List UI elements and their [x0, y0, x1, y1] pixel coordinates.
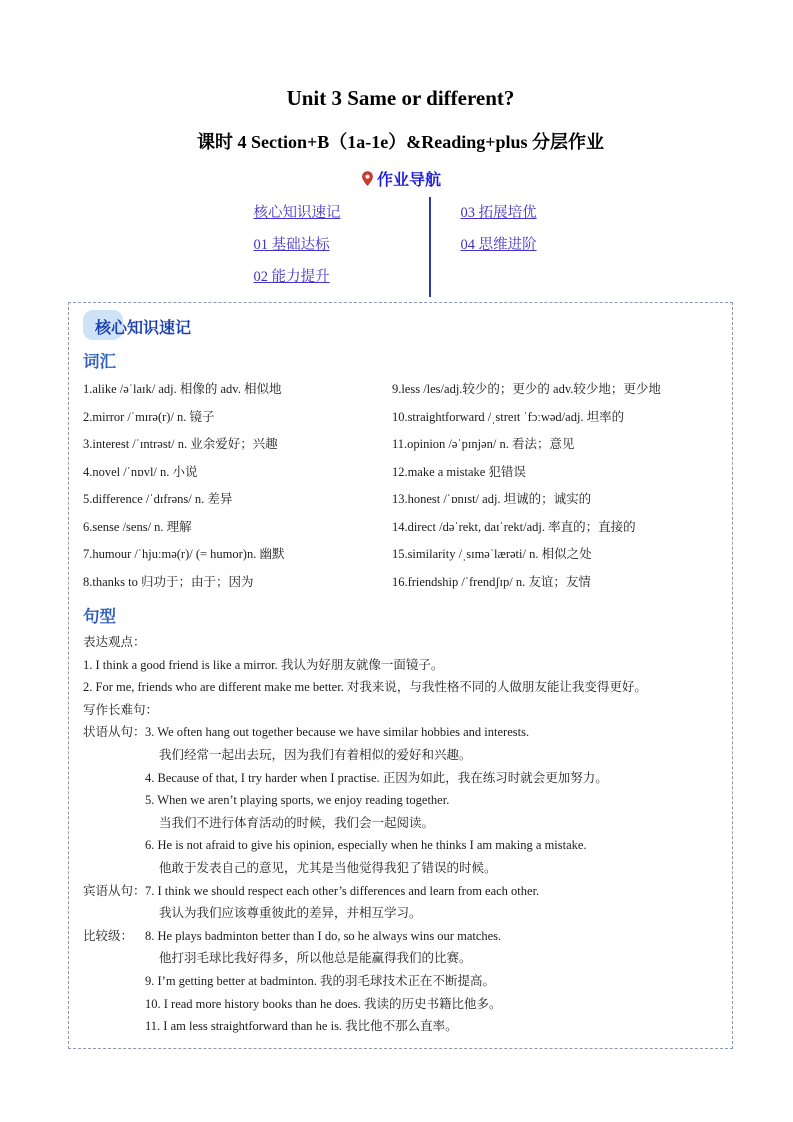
vocab-item: 3.interest /ˈɪntrəst/ n. 业余爱好；兴趣 [83, 437, 278, 451]
sentence-line [83, 812, 720, 835]
sentence-line [83, 970, 720, 993]
page-title: Unit 3 Same or different? [286, 86, 515, 110]
sentence-line [83, 631, 720, 654]
vocab-item: 11.opinion /əˈpɪnjən/ n. 看法；意见 [391, 437, 575, 451]
sentence-line [83, 880, 720, 903]
sentence-text: 他敢于发表自己的意见，尤其是当他觉得我犯了错误的时候。 [159, 860, 497, 875]
vocab-item: 14.direct /dəˈrekt, daɪˈrekt/adj. 率直的；直接的 [391, 519, 636, 534]
sentence-line [83, 699, 720, 722]
nav-link[interactable]: 04 思维进阶 [460, 237, 537, 253]
vocab-list [83, 376, 720, 596]
sentence-line [83, 767, 720, 790]
sentence-text: 3. We often hang out together because we have similar hobbies and interests. [145, 725, 530, 740]
sentence-line [83, 654, 720, 677]
sentence-text: 9. I’m getting better at badminton. 我的羽毛球技术正在不断提高。 [145, 973, 495, 988]
vocab-item: 2.mirror /ˈmɪrə(r)/ n. 镜子 [83, 409, 215, 424]
sentence-line [83, 834, 720, 857]
sentence-text: 我认为我们应该尊重彼此的差异，并相互学习。 [159, 906, 422, 921]
sentence-line [83, 925, 720, 948]
sentence-text: 表达观点： [83, 635, 146, 649]
vocab-item: 4.novel /ˈnɒvl/ n. 小说 [83, 464, 198, 479]
sentence-text: 5. When we aren’t playing sports, we enjoy reading together. [145, 793, 450, 808]
sentence-category-label: 状语从句： [83, 725, 146, 740]
vocab-item: 15.similarity /ˌsɪməˈlærəti/ n. 相似之处 [391, 547, 592, 561]
sentence-text: 当我们不进行体育活动的时候，我们会一起阅读。 [159, 815, 435, 830]
sentence-category-label: 宾语从句： [83, 883, 146, 898]
sentence-line [83, 993, 720, 1016]
sentence-line [83, 857, 720, 880]
sentences-section-title: 句型 [83, 608, 116, 626]
nav-link[interactable]: 核心知识速记 [253, 205, 341, 221]
vocab-item: 16.friendship /ˈfrendʃɪp/ n. 友谊；友情 [391, 574, 591, 589]
sentence-line [83, 789, 720, 812]
vocab-left-column [83, 376, 392, 596]
sentence-text: 他打羽毛球比我好得多，所以他总是能赢得我们的比赛。 [159, 951, 472, 966]
sentence-line [83, 902, 720, 925]
nav-links [166, 197, 636, 297]
nav-link[interactable]: 03 拓展培优 [460, 205, 537, 221]
sentence-text: 写作长难句： [83, 702, 159, 717]
vocab-item: 13.honest /ˈɒnɪst/ adj. 坦诚的；诚实的 [391, 492, 592, 506]
nav-title-label: 作业导航 [376, 172, 441, 189]
vocab-item: 10.straightforward /ˌstreɪt ˈfɔːwəd/adj. 坦率的 [391, 409, 625, 424]
sentence-text: 8. He plays badminton better than I do, so he always wins our matches. [145, 928, 502, 943]
vocab-right-column [392, 376, 720, 596]
vocab-item: 5.difference /ˈdɪfrəns/ n. 差异 [83, 492, 233, 506]
page-subtitle: 课时 4 Section+B（1a-1e）&Reading+plus 分层作业 [196, 132, 605, 152]
nav-item [254, 229, 429, 261]
vocab-item: 12.make a mistake 犯错误 [391, 464, 526, 479]
sentence-line [83, 744, 720, 767]
nav-link[interactable]: 02 能力提升 [253, 269, 330, 285]
sentence-text: 6. He is not afraid to give his opinion, especially when he thinks I am making a mistake. [145, 838, 587, 853]
vocab-item: 8.thanks to 归功于；由于；因为 [83, 574, 254, 589]
nav-item [461, 229, 636, 261]
sentence-text: 11. I am less straightforward than he is. 我比他不那么直率。 [145, 1019, 458, 1034]
vocab-item: 9.less /les/adj.较少的；更少的 adv.较少地；更少地 [391, 382, 661, 396]
sentence-text: 4. Because of that, I try harder when I practise. 正因为如此，我在练习时就会更加努力。 [145, 770, 608, 785]
sentence-line [83, 1015, 720, 1038]
vocab-section-title: 词汇 [83, 353, 116, 371]
sentence-text: 2. For me, friends who are different make me better. 对我来说，与我性格不同的人做朋友能让我变得更好。 [83, 680, 647, 695]
nav-item [254, 197, 429, 229]
nav-right-column [431, 197, 636, 297]
nav-item [461, 197, 636, 229]
vocab-item: 6.sense /sens/ n. 理解 [83, 519, 192, 534]
knowledge-box-header: 核心知识速记 [83, 312, 201, 341]
nav-item [254, 261, 429, 293]
sentence-line [83, 721, 720, 744]
nav-left-column [166, 197, 429, 297]
nav-link[interactable]: 01 基础达标 [253, 237, 330, 253]
homework-nav-title [68, 167, 733, 190]
sentence-line [83, 947, 720, 970]
vocab-item: 7.humour /ˈhjuːmə(r)/ (= humor)n. 幽默 [83, 547, 285, 561]
location-pin-icon [360, 169, 375, 188]
sentence-text: 我们经常一起出去玩，因为我们有着相似的爱好和兴趣。 [159, 747, 472, 762]
sentence-category-label: 比较级： [83, 928, 134, 943]
sentence-text: 1. I think a good friend is like a mirror. 我认为好朋友就像一面镜子。 [83, 657, 444, 672]
sentence-list [83, 631, 720, 1038]
sentence-text: 7. I think we should respect each other’s differences and learn from each other. [145, 883, 540, 898]
vocab-item: 1.alike /əˈlaɪk/ adj. 相像的 adv. 相似地 [83, 382, 282, 396]
sentence-line [83, 676, 720, 699]
knowledge-box [68, 302, 733, 1049]
sentence-text: 10. I read more history books than he does. 我读的历史书籍比他多。 [145, 996, 502, 1011]
